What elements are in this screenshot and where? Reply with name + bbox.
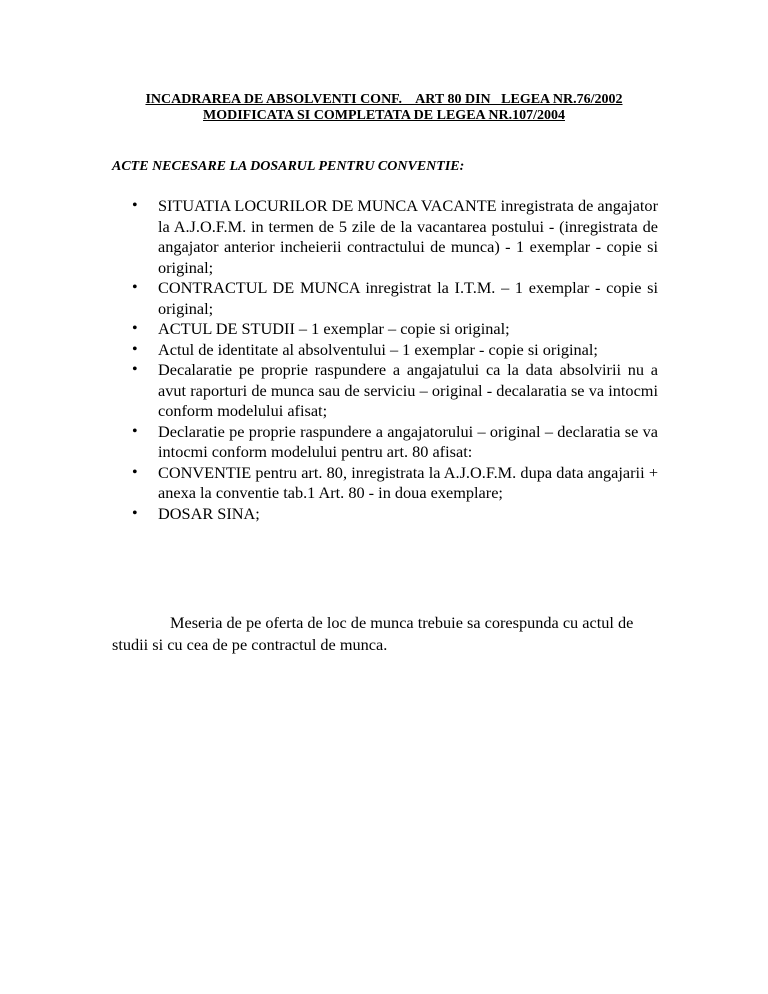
- requirements-list: [112, 196, 658, 524]
- list-item-text: Decalaratie pe proprie raspundere a angajatului ca la data absolvirii nu a avut raporturi de munca sau de serviciu – original - decalaratia se va intocmi conform modelului afisat;: [158, 360, 658, 420]
- title-line-1: INCADRAREA DE ABSOLVENTI CONF. ART 80 DIN LEGEA NR.76/2002: [145, 92, 623, 107]
- list-item: [112, 422, 658, 463]
- list-item: [112, 340, 658, 361]
- title-line-2: MODIFICATA SI COMPLETATA DE LEGEA NR.107/2004: [203, 108, 565, 123]
- bullet-icon: •: [132, 197, 138, 214]
- bullet-icon: •: [132, 279, 138, 296]
- list-item-text: ACTUL DE STUDII – 1 exemplar – copie si original;: [158, 319, 510, 338]
- section-heading: ACTE NECESARE LA DOSARUL PENTRU CONVENTIE:: [112, 159, 465, 174]
- document-title: [0, 92, 768, 124]
- list-item: [112, 319, 658, 340]
- list-item: [112, 504, 658, 525]
- list-item: [112, 278, 658, 319]
- list-item-text: SITUATIA LOCURILOR DE MUNCA VACANTE inregistrata de angajator la A.J.O.F.M. in termen de 5 zile de la vacantarea postului - (inregistrata de angajator anterior incheierii contractului de munca) - 1 exemplar - copie si original;: [158, 196, 658, 277]
- bullet-icon: •: [132, 504, 138, 522]
- list-item-text: CONVENTIE pentru art. 80, inregistrata la A.J.O.F.M. dupa data angajarii + anexa la conventie tab.1 Art. 80 - in doua exemplare;: [158, 462, 658, 502]
- bullet-icon: •: [132, 361, 138, 378]
- bullet-icon: •: [132, 340, 138, 358]
- closing-note: Meseria de pe oferta de loc de munca trebuie sa corespunda cu actul de studii si cu cea de pe contractul de munca.: [112, 613, 634, 654]
- bullet-icon: •: [132, 320, 138, 337]
- list-item-text: Declaratie pe proprie raspundere a angajatorului – original – declaratia se va intocmi conform modelului pentru art. 80 afisat:: [158, 421, 658, 461]
- list-item: [112, 360, 658, 422]
- bullet-icon: •: [132, 463, 138, 481]
- bullet-icon: •: [132, 422, 138, 440]
- list-item-text: CONTRACTUL DE MUNCA inregistrat la I.T.M. – 1 exemplar - copie si original;: [158, 278, 658, 318]
- list-item: [112, 463, 658, 504]
- list-item: [112, 196, 658, 278]
- list-item-text: Actul de identitate al absolventului – 1 exemplar - copie si original;: [158, 339, 598, 359]
- list-item-text: DOSAR SINA;: [158, 503, 260, 523]
